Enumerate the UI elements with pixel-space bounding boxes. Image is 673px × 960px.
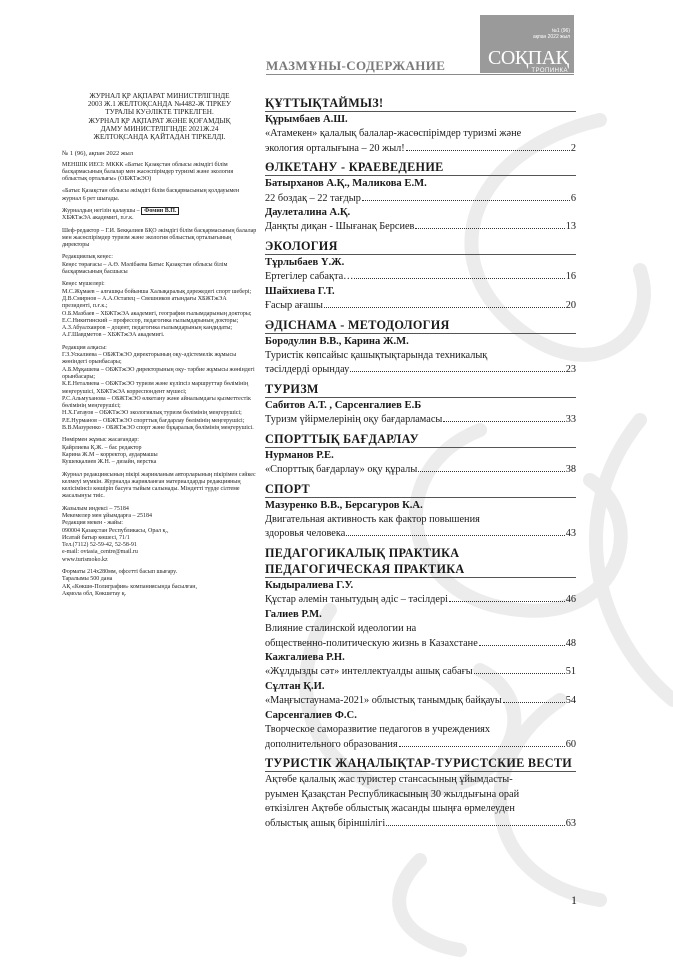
toc-entry[interactable]: 22 боздақ – 22 тағдыр 6 [265, 192, 576, 207]
page-number: 23 [565, 364, 576, 376]
entry-author: Кыдыралиева Г.У. [265, 579, 354, 591]
entry-title: Ақтөбе қалалық жас туристер стансасының ұйымдасты- [265, 774, 513, 786]
section-rule [265, 397, 576, 398]
section-heading: ӘДІСНАМА - МЕТОДОЛОГИЯ [265, 317, 450, 332]
entry-author: Мазуренко В.В., Берсагуров К.А. [265, 499, 423, 511]
chief-editor: Шеф-редактор – Г.И. Бекқалиев БҚО әкімдігі білім басқармасының балалар мен жасөспірімдер туризм және экология облыстық орталығының директоры [62, 227, 257, 249]
magazine-logo [480, 15, 574, 73]
toc-entry[interactable]: облыстық ашық біріншілігі 63 [265, 817, 576, 832]
entry-title: өткізілген Ақтөбе облыстық жасанды шыңға өрмелеуден [265, 803, 515, 815]
entry-title: Двигательная активность как фактор повышения [265, 513, 480, 525]
page-title: МАЗМҰНЫ-СОДЕРЖАНИЕ [266, 58, 446, 73]
page-number: 2 [570, 142, 576, 154]
section-heading: ТУРИЗМ [265, 381, 319, 396]
entry-author: Галиев Р.М. [265, 608, 322, 620]
page-number-footer: 1 [571, 893, 577, 907]
entry-author: Тұрлыбаев Ү.Ж. [265, 256, 345, 268]
section-rule [265, 111, 576, 112]
entry-title: руымен Қазақстан Республикасының 30 жылдығына орай [265, 788, 520, 800]
section-rule [265, 497, 576, 498]
support-note: «Батыс Қазақстан облысы әкімдігі білім басқармасының қолдауымен журнал 6 рет шығады. [62, 188, 240, 202]
toc-entry[interactable]: Данқты диқан - Шығанақ Берсиев 13 [265, 220, 576, 235]
entry-author: Кажгалиева Р.Н. [265, 652, 345, 664]
entry-author: Сабитов А.Т. , Сарсенгалиев Е.Б [265, 399, 422, 411]
owner: МЕНШІК ИЕСІ: МККК «Батыс Қазақстан облысы әкімдігі білім басқармасының балалар мен жасөспірімдер туризмі және экология облыстық орталығы» (ОБЖТжЭО) [62, 161, 234, 183]
section-rule [265, 447, 576, 448]
toc-entry[interactable]: дополнительного образования 60 [265, 738, 576, 753]
entry-author: Сарсенгалиев Ф.С. [265, 709, 357, 721]
entry-author: Нурманов Р.Е. [265, 449, 334, 461]
council-members: Кеңес мүшелері: М.С.Жұмаев – алғашқы бойынша Халықаралық дәрежедегі спорт шебері; Д.В.Смирнов – А.А.Остапец – Свешников атындағы ХБЖТжЭА президенті, п.ғ.к.; О.Б.Мазбаев – ХБЖТжЭА академигі, география ғылымдарының докторы; Е.С.Никитинский – профессор, педагогика ғылымдарының докторы; А.З.Абуалхаиров – доцент, педагогика ғылымдарының кандидаты; А.Г.Шавдметов – ХБЖТжЭА академигі. [62, 281, 252, 339]
section-heading: ПЕДАГОГИЧЕСКАЯ ПРАКТИКА [265, 561, 465, 576]
page-number: 63 [565, 817, 576, 829]
logo-name: СОҚПАҚ [488, 47, 569, 69]
logo-issue: №1 (96) ақпан 2022 жыл [533, 28, 570, 40]
section-heading: СПОРТТЫҚ БАҒДАРЛАУ [265, 431, 419, 446]
section-heading: ҚҰТТЫҚТАЙМЫЗ! [265, 96, 384, 110]
entry-author: Батырханов А.Қ., Маликова Е.М. [265, 178, 427, 190]
section-heading: ӨЛКЕТАНУ - КРАЕВЕДЕНИЕ [265, 160, 444, 175]
entry-author: Сұлтан Қ.И. [265, 680, 325, 692]
entry-author: Даулеталина А.Қ. [265, 207, 351, 219]
editorial-council: Редакциялық кеңес: Кеңес төрағасы – А.Ө. Мәлібаева Батыс Қазақстан облысы білім басқармасының басшысы [62, 254, 228, 276]
logo-subtitle: ТРОПИНКА [531, 68, 568, 74]
entry-title: «Атамекен» қалалық балалар-жасөспірімдер туризмі және [265, 128, 522, 140]
editorial-board: Редакция алқасы: Г.З.Ускалиева – ОБЖТжЭО директорының оқу-әдістемелік жұмысы жөніндегі орынбасары; А.Б.Мұқашева – ОБЖТжЭО директорының оқу- тәрбие жұмысы жөніндегі орынбасары; К.Е.Неталиева – ОБЖТжЭО туризм және күліпсіз маршруттар бөлімінің меңгерушісі, ХБЖТжЭА корреспондент мүшесі; Р.С.Альмуханова – ОБЖТжЭО өлкетану және айналымдағы қызметтестік бөлімінің меңгерушісі; Н.Х.Гатауов – ОБЖТжЭО экологиялық туризм бөлімінің меңгерушісі; Р.Е.Нурманов – ОБЖТжЭО спорттық бағдарлау бөлімінің меңгерушісі; В.В.Мазуренко - ОБЖТжЭО спорт және бұқаралық бөлімінің меңгерушісі. [62, 344, 255, 432]
page-number: 20 [565, 299, 576, 311]
entry-author: Шайхиева Г.Т. [265, 285, 335, 297]
page-number: 38 [565, 463, 576, 475]
toc-entry[interactable]: Ғасыр ағашы 20 [265, 299, 576, 314]
page-number: 33 [565, 414, 576, 426]
section-rule [265, 577, 576, 578]
toc-entry[interactable]: тәсілдерді орындау 23 [265, 363, 576, 378]
page-number: 54 [565, 695, 576, 707]
toc-entry[interactable]: экология орталығына – 20 жыл! 2 [265, 142, 576, 157]
imprint-column [62, 92, 257, 603]
entry-title: Влияние сталинской идеологии на [265, 622, 417, 634]
section-heading: СПОРТ [265, 481, 310, 496]
section-rule [265, 771, 576, 772]
entry-title: Творческое саморазвитие педагогов в учреждениях [265, 723, 491, 735]
toc-entry[interactable]: здоровья человека 43 [265, 527, 576, 542]
issue-staff: Нөмірмен жұмыс жасағандар: Қайрлиева Қ.Ж. – бас редактор Карина Ж.М – корректор, аудармашы Кушекқалиев Ж.Н. – дизайн, верстка [62, 437, 158, 466]
section-heading: ПЕДАГОГИКАЛЫҚ ПРАКТИКА [265, 545, 460, 560]
page-number: 13 [565, 221, 576, 233]
founder: Журналдың негізін қалаушы – Фомин В.П. ХБЖТжЭА академигі, п.ғ.к. [62, 208, 257, 223]
entry-author: Бородулин В.В., Карина Ж.М. [265, 335, 409, 347]
toc-entry[interactable]: «Маңғыстаунама-2021» облыстық танымдық байқауы 54 [265, 694, 576, 709]
entry-author: Құрымбаев А.Ш. [265, 114, 348, 125]
page-number: 51 [565, 666, 576, 678]
header-rule [266, 74, 574, 75]
toc-entry[interactable]: «Жұлдызды сәт» интеллектуалды ашық сабағы 51 [265, 665, 576, 680]
page-number: 46 [565, 594, 576, 606]
issue-line: № 1 (96), ақпан 2022 жыл [62, 150, 134, 158]
section-rule [265, 175, 576, 176]
section-heading: ТУРИСТІК ЖАҢАЛЫҚТАР-ТУРИСТСКИЕ ВЕСТИ [265, 756, 573, 771]
print-info: Форматы 214х280мм, офсетті басып шығару. Таралымы 500 дана АҚ «Көкшө-Полиграфия» компаниясында басылған, Ақмола обл, Көкшетау қ. [62, 569, 198, 597]
copyright-notice: Журнал редакциясының пікірі жарияланым авторларының пікірімен сәйкес келмеуі мүмкін. Журналда жарияланған материалдарды редакцияның келісімінсіз көшіріп басуға тыйым салынады. Міндетті түрде сілтеме жасалынуы тиіс. [62, 471, 256, 500]
section-rule [265, 254, 576, 255]
page-number: 60 [565, 738, 576, 750]
table-of-contents [265, 92, 576, 832]
toc-entry[interactable]: общественно-политическую жизнь в Казахстане 48 [265, 637, 576, 652]
toc-entry[interactable]: «Спорттық бағдарлау» оқу құралы 38 [265, 463, 576, 478]
section-rule [265, 333, 576, 334]
subscription-info: Жазылым индексі – 75184 Мекемелер мен ұйымдарға – 25184 Редакция мекен - жайы: 090004 Қазақстан Республикасы, Орал қ., Исатай батыр көшесі, 71/1 Тел.(7112) 52-59-42, 52-58-91 e-mail: ovtasia_centre@mail.ru www.turismoko.kz [62, 505, 169, 563]
page-number: 43 [565, 528, 576, 540]
registration-notice: ЖУРНАЛ ҚР АҚПАРАТ МИНИСТРЛІГІНДЕ 2003 Ж.1 ЖЕЛТОҚСАНДА №4482-Ж ТІРКЕУ ТУРАЛЫ КУӘЛІКТЕ ТІРКЕЛГЕН. ЖУРНАЛ ҚР АҚПАРАТ ЖӘНЕ ҚОҒАМДЫҚ ДАМУ МИНИСТРЛІГІНДЕ 2021Ж.24 ЖЕЛТОҚСАНДА ҚАЙТАДАН ТІРКЕЛДІ. [87, 92, 232, 142]
toc-entry[interactable]: Туризм үйірмелерінің оқу бағдарламасы 33 [265, 413, 576, 428]
toc-entry[interactable]: Құстар әлемін танытудың әдіс – тәсілдері 46 [265, 593, 576, 608]
toc-entry[interactable]: Ертегілер сабақта… 16 [265, 270, 576, 285]
entry-title: Туристік көпсайыс қашықтықтарында техникалық [265, 349, 488, 361]
page-number: 16 [565, 271, 576, 283]
section-heading: ЭКОЛОГИЯ [265, 238, 338, 253]
page-number: 48 [565, 637, 576, 649]
page-number: 6 [570, 192, 576, 204]
